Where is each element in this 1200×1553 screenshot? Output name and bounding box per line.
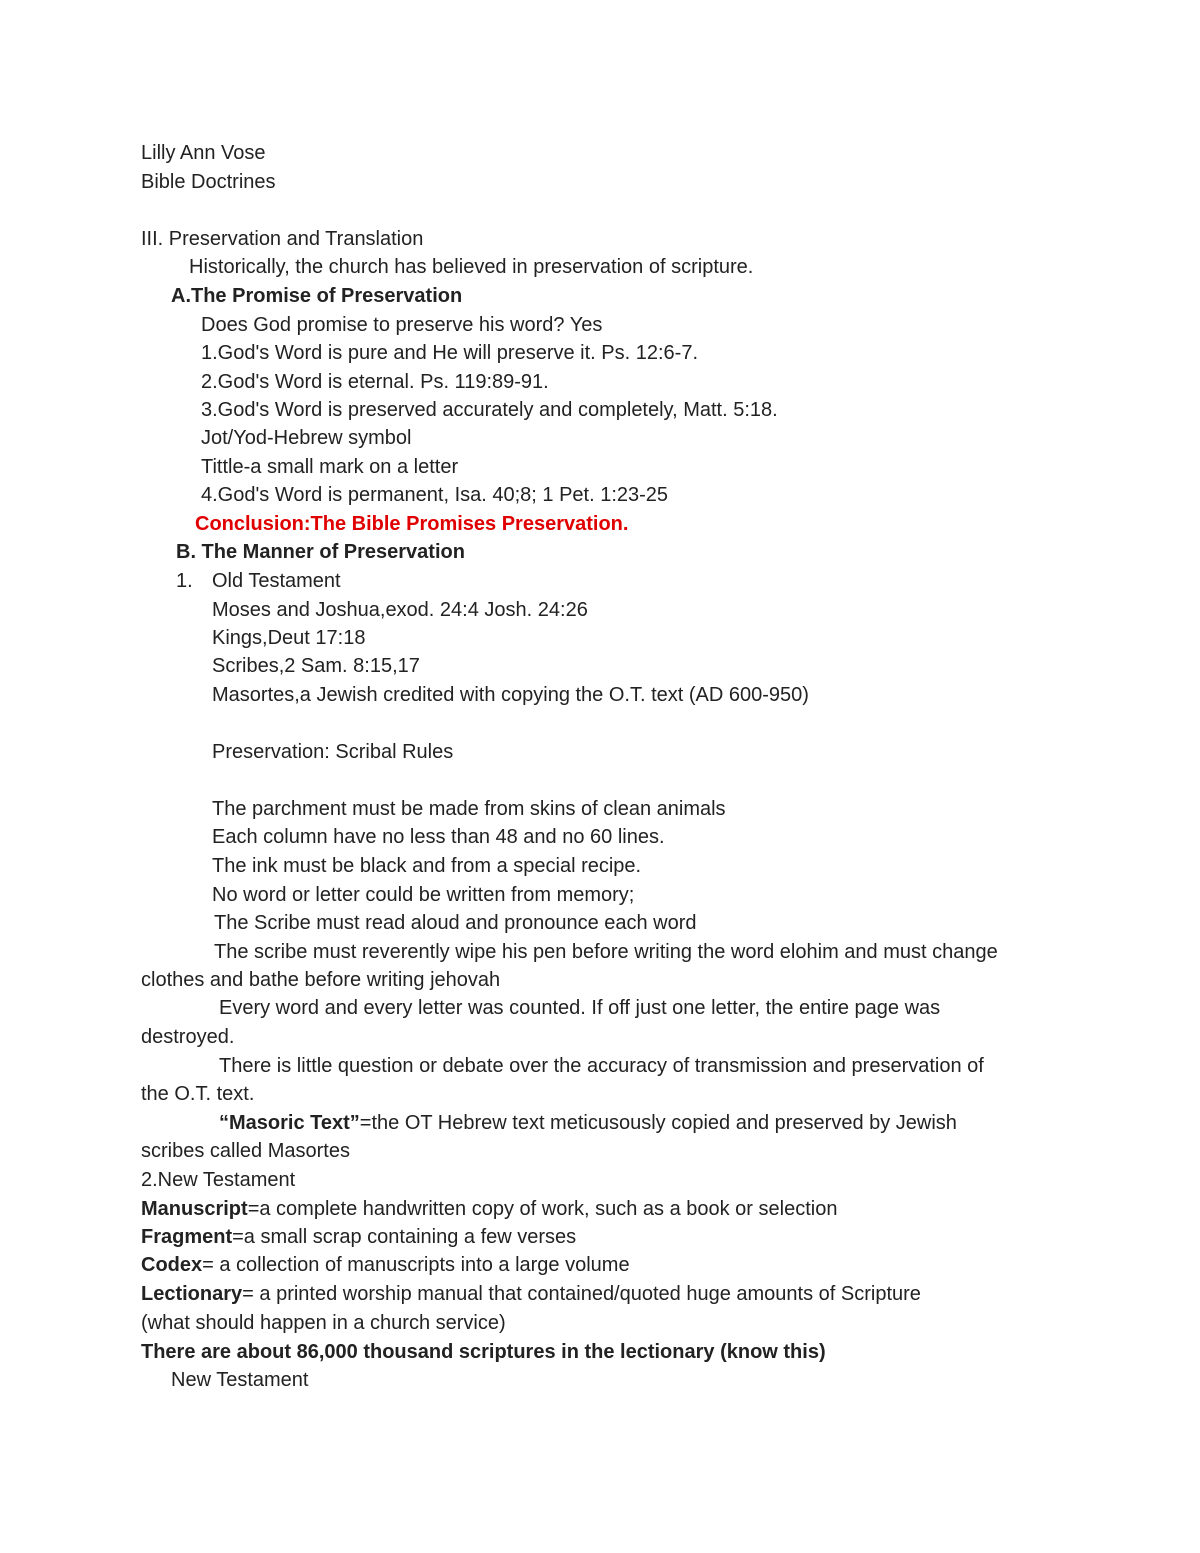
- lectionary-desc: = a printed worship manual that contained/quoted huge amounts of Scripture: [242, 1283, 921, 1305]
- kings-ref: Kings,Deut 17:18: [212, 627, 366, 649]
- masortes-ref: Masortes,a Jewish credited with copying the O.T. text (AD 600-950): [212, 684, 809, 706]
- codex-term: Codex: [141, 1254, 203, 1276]
- accuracy-statement-cont: the O.T. text.: [141, 1083, 255, 1105]
- scribal-rule-4: No word or letter could be written from memory;: [212, 884, 635, 906]
- part-a-point-3: 3.God's Word is preserved accurately and completely, Matt. 5:18.: [201, 399, 778, 421]
- moses-joshua-ref: Moses and Joshua,exod. 24:4 Josh. 24:26: [212, 599, 588, 621]
- section-title: III. Preservation and Translation: [141, 228, 424, 250]
- scribal-rules-heading: Preservation: Scribal Rules: [212, 741, 454, 763]
- scribal-rule-5: The Scribe must read aloud and pronounce each word: [214, 912, 697, 934]
- old-testament-number: 1.: [176, 570, 193, 592]
- tittle-definition: Tittle-a small mark on a letter: [201, 456, 459, 478]
- lectionary-definition: [141, 1280, 921, 1308]
- part-a-point-2: 2.God's Word is eternal. Ps. 119:89-91.: [201, 371, 549, 393]
- old-testament-label: Old Testament: [212, 570, 341, 592]
- masoric-text-definition: [219, 1109, 957, 1137]
- fragment-term: Fragment: [141, 1226, 233, 1248]
- masoric-text-desc: =the OT Hebrew text meticusously copied and preserved by Jewish: [359, 1112, 957, 1134]
- part-a-heading: A.The Promise of Preservation: [171, 285, 463, 307]
- fragment-definition: [141, 1223, 576, 1251]
- section-intro: Historically, the church has believed in preservation of scripture.: [189, 256, 754, 278]
- scribal-rule-3: The ink must be black and from a special recipe.: [212, 855, 642, 877]
- masoric-text-term: “Masoric Text”: [219, 1112, 360, 1134]
- manuscript-desc: =a complete handwritten copy of work, such as a book or selection: [247, 1198, 838, 1220]
- part-a-conclusion: Conclusion:The Bible Promises Preservation.: [195, 513, 629, 535]
- part-a-point-1: 1.God's Word is pure and He will preserve it. Ps. 12:6-7.: [201, 342, 699, 364]
- masoric-text-definition-cont: scribes called Masortes: [141, 1140, 350, 1162]
- scribal-rule-6-cont: clothes and bathe before writing jehovah: [141, 969, 501, 991]
- lectionary-definition-cont: (what should happen in a church service): [141, 1312, 506, 1334]
- new-testament-heading: 2.New Testament: [141, 1169, 296, 1191]
- scribal-rule-1: The parchment must be made from skins of clean animals: [212, 798, 726, 820]
- part-a-question: Does God promise to preserve his word? Yes: [201, 314, 603, 336]
- part-a-point-4: 4.God's Word is permanent, Isa. 40;8; 1 Pet. 1:23-25: [201, 484, 669, 506]
- manuscript-definition: [141, 1195, 837, 1223]
- scribal-rule-2: Each column have no less than 48 and no 60 lines.: [212, 826, 665, 848]
- lectionary-term: Lectionary: [141, 1283, 243, 1305]
- jot-definition: Jot/Yod-Hebrew symbol: [201, 427, 412, 449]
- new-testament-subheading: New Testament: [171, 1369, 309, 1391]
- scribes-ref: Scribes,2 Sam. 8:15,17: [212, 655, 420, 677]
- author-name: Lilly Ann Vose: [141, 142, 266, 164]
- course-title: Bible Doctrines: [141, 171, 276, 193]
- scribal-rule-7-cont: destroyed.: [141, 1026, 235, 1048]
- codex-desc: = a collection of manuscripts into a large volume: [202, 1254, 630, 1276]
- codex-definition: [141, 1251, 630, 1279]
- scribal-rule-7: Every word and every letter was counted. If off just one letter, the entire page was: [219, 997, 941, 1019]
- fragment-desc: =a small scrap containing a few verses: [232, 1226, 577, 1248]
- scribal-rule-6: The scribe must reverently wipe his pen before writing the word elohim and must change: [214, 941, 998, 963]
- lectionary-fact: There are about 86,000 thousand scriptures in the lectionary (know this): [141, 1341, 826, 1363]
- manuscript-term: Manuscript: [141, 1198, 248, 1220]
- accuracy-statement: There is little question or debate over the accuracy of transmission and preservation of: [219, 1055, 984, 1077]
- part-b-heading: B. The Manner of Preservation: [176, 541, 465, 563]
